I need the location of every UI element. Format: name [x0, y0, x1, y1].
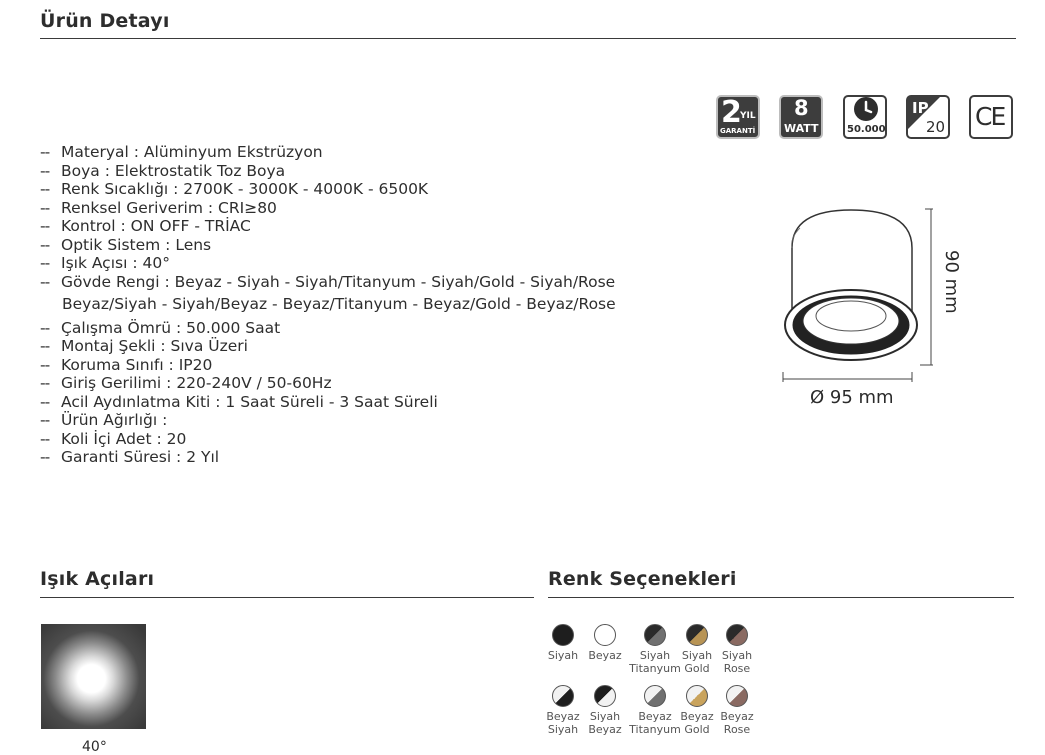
product-detail-heading: Ürün Detayı: [40, 10, 170, 32]
spec-text: Giriş Gerilimi : 220-240V / 50-60Hz: [61, 374, 332, 392]
spec-row: [40, 393, 680, 412]
diameter-dimension: Ø 95 mm: [810, 387, 894, 408]
color-name: Siyah: [547, 649, 579, 662]
spec-row: [40, 254, 680, 273]
spec-dash: --: [40, 143, 50, 161]
color-dot: [594, 624, 616, 646]
spec-text: Renk Sıcaklığı : 2700K - 3000K - 4000K - 6500K: [61, 180, 429, 198]
spec-text: Renksel Geriverim : CRI≥80: [61, 198, 277, 217]
lifetime-badge: [843, 95, 887, 139]
product-detail-divider: [40, 38, 1016, 39]
spec-dash: --: [40, 429, 50, 448]
spec-row: [40, 411, 680, 430]
warranty-unit: YIL: [740, 111, 756, 121]
color-name-secondary: Gold: [684, 662, 710, 675]
spec-dash: --: [40, 411, 50, 429]
spec-text: Ürün Ağırlığı :: [61, 411, 168, 429]
spec-text: Gövde Rengi : Beyaz - Siyah - Siyah/Titanyum - Siyah/Gold - Siyah/Rose: [61, 272, 616, 291]
color-name-secondary: Rose: [723, 662, 751, 675]
spec-row: [40, 337, 680, 356]
beam-angle-label: 40°: [82, 739, 107, 755]
ip-bottom-label: 20: [926, 118, 946, 136]
spec-row: [40, 162, 680, 181]
spec-dash: --: [40, 272, 50, 291]
spec-row: [40, 448, 680, 467]
spec-dash: --: [40, 448, 50, 466]
spec-dash: --: [40, 235, 50, 254]
spec-dash: --: [40, 337, 50, 355]
spec-dash: --: [40, 355, 50, 374]
wattage-badge: [779, 95, 823, 139]
wattage-number: 8: [794, 96, 809, 120]
color-name: Siyah: [721, 649, 753, 662]
warranty-number: 2: [721, 95, 742, 130]
spec-row: [40, 295, 680, 314]
color-name: Beyaz: [588, 649, 622, 662]
spec-text: Koruma Sınıfı : IP20: [61, 355, 213, 374]
spec-text: Boya : Elektrostatik Toz Boya: [61, 161, 286, 180]
spec-row: [40, 217, 680, 236]
spec-text: Beyaz/Siyah - Siyah/Beyaz - Beyaz/Titanyum - Beyaz/Gold - Beyaz/Rose: [62, 295, 616, 313]
spec-text: Montaj Şekli : Sıva Üzeri: [61, 337, 248, 355]
spec-dash: --: [40, 198, 50, 217]
spec-text: Acil Aydınlatma Kiti : 1 Saat Süreli - 3 Saat Süreli: [61, 392, 438, 411]
lifetime-label: 50.000: [847, 124, 886, 135]
spec-dash: --: [40, 392, 50, 411]
color-dot: [726, 624, 748, 646]
spec-dash: --: [40, 254, 50, 272]
spec-dash: --: [40, 217, 50, 235]
spec-text: Işık Açısı : 40°: [61, 254, 170, 272]
height-dimension: 90 mm: [941, 250, 962, 314]
color-name-secondary: Beyaz: [588, 723, 622, 736]
ip-badge: [906, 95, 950, 139]
color-name: Beyaz: [638, 710, 672, 723]
color-dot: [594, 685, 616, 707]
color-name-secondary: Rose: [723, 723, 751, 736]
clock-icon: [853, 96, 879, 122]
spec-text: Kontrol : ON OFF - TRİAC: [61, 217, 251, 235]
warranty-label: GARANTİ: [720, 127, 756, 135]
color-name-secondary: Gold: [684, 723, 710, 736]
spec-row: [40, 180, 680, 199]
color-name: Beyaz: [680, 710, 714, 723]
ip-top-label: IP: [912, 99, 929, 117]
spec-row: [40, 319, 680, 338]
color-name-secondary: Siyah: [547, 723, 579, 736]
spec-dash: --: [40, 180, 50, 198]
spec-dash: --: [40, 318, 50, 337]
color-name-secondary: Titanyum: [629, 662, 681, 675]
spec-text: Garanti Süresi : 2 Yıl: [61, 448, 220, 466]
spec-text: Materyal : Alüminyum Ekstrüzyon: [61, 143, 323, 161]
spec-row: [40, 356, 680, 375]
spec-list: [40, 143, 680, 467]
spec-row: [40, 236, 680, 255]
color-dot: [726, 685, 748, 707]
spec-row: [40, 374, 680, 393]
color-options-heading: Renk Seçenekleri: [548, 568, 737, 590]
beam-angles-divider: [40, 597, 534, 598]
color-name-secondary: Titanyum: [629, 723, 681, 736]
spec-text: Optik Sistem : Lens: [61, 235, 212, 254]
wattage-label: WATT: [784, 122, 819, 135]
spec-dash: --: [40, 161, 50, 180]
spec-dash: --: [40, 374, 50, 392]
color-swatch: [701, 685, 773, 736]
color-name: Beyaz: [720, 710, 754, 723]
spec-row: [40, 430, 680, 449]
spec-text: Koli İçi Adet : 20: [61, 429, 187, 448]
color-name: Siyah: [639, 649, 671, 662]
color-name: Siyah: [681, 649, 713, 662]
spec-row: [40, 199, 680, 218]
color-name: Siyah: [589, 710, 621, 723]
color-swatch: [701, 624, 773, 675]
beam-angles-heading: Işık Açıları: [40, 568, 155, 590]
ce-badge: [969, 95, 1013, 139]
color-options-divider: [548, 597, 1014, 598]
spec-row: [40, 273, 680, 292]
color-name: Beyaz: [546, 710, 580, 723]
product-drawing: [770, 200, 970, 390]
spec-row: [40, 143, 680, 162]
beam-angle-thumbnail: [41, 624, 146, 729]
ce-mark-icon: CE: [975, 102, 1005, 131]
warranty-badge: [716, 95, 760, 139]
spec-text: Çalışma Ömrü : 50.000 Saat: [61, 318, 281, 337]
